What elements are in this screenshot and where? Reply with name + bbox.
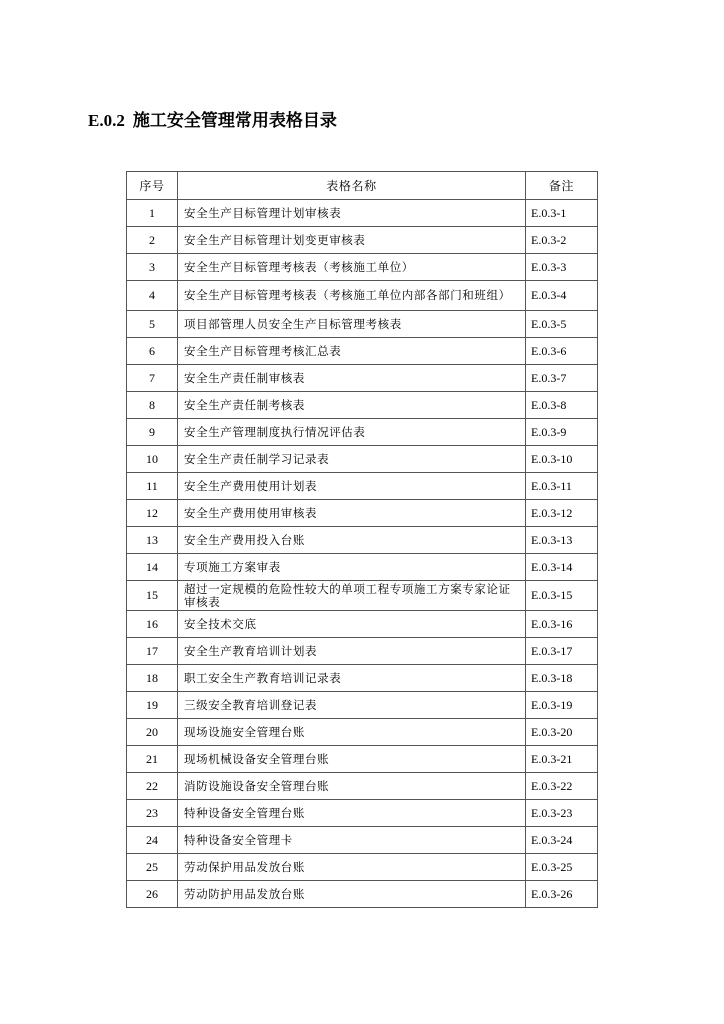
row-form-name: 安全生产目标管理考核表（考核施工单位） (178, 254, 526, 281)
row-number: 12 (127, 500, 178, 527)
row-form-name: 安全生产目标管理考核表（考核施工单位内部各部门和班组） (178, 281, 526, 311)
row-note: E.0.3-23 (526, 800, 598, 827)
table-body (127, 200, 598, 908)
row-number: 23 (127, 800, 178, 827)
row-form-name: 安全生产费用使用计划表 (178, 473, 526, 500)
row-number: 20 (127, 719, 178, 746)
row-number: 13 (127, 527, 178, 554)
table-row (127, 827, 598, 854)
row-number: 4 (127, 281, 178, 311)
row-number: 15 (127, 581, 178, 611)
row-form-name: 安全生产目标管理计划审核表 (178, 200, 526, 227)
row-note: E.0.3-11 (526, 473, 598, 500)
row-form-name: 职工安全生产教育培训记录表 (178, 665, 526, 692)
row-note: E.0.3-18 (526, 665, 598, 692)
row-note: E.0.3-15 (526, 581, 598, 611)
table-row (127, 227, 598, 254)
table-row (127, 854, 598, 881)
row-form-name: 安全生产目标管理计划变更审核表 (178, 227, 526, 254)
table-row (127, 581, 598, 611)
row-note: E.0.3-7 (526, 365, 598, 392)
table-row (127, 254, 598, 281)
row-form-name: 劳动防护用品发放台账 (178, 881, 526, 908)
row-form-name: 安全生产目标管理考核汇总表 (178, 338, 526, 365)
row-note: E.0.3-26 (526, 881, 598, 908)
row-note: E.0.3-16 (526, 611, 598, 638)
table-row (127, 446, 598, 473)
row-number: 6 (127, 338, 178, 365)
row-note: E.0.3-19 (526, 692, 598, 719)
table-row (127, 527, 598, 554)
row-note: E.0.3-10 (526, 446, 598, 473)
table-row (127, 800, 598, 827)
header-name: 表格名称 (178, 172, 526, 200)
row-note: E.0.3-17 (526, 638, 598, 665)
table-row (127, 311, 598, 338)
row-form-name: 特种设备安全管理卡 (178, 827, 526, 854)
row-form-name: 安全生产费用投入台账 (178, 527, 526, 554)
table-row (127, 200, 598, 227)
row-note: E.0.3-6 (526, 338, 598, 365)
table-row (127, 392, 598, 419)
table-row (127, 554, 598, 581)
row-note: E.0.3-1 (526, 200, 598, 227)
row-number: 10 (127, 446, 178, 473)
table-row (127, 419, 598, 446)
table-row (127, 692, 598, 719)
row-note: E.0.3-21 (526, 746, 598, 773)
form-catalog-table (126, 171, 598, 908)
table-row (127, 638, 598, 665)
row-number: 14 (127, 554, 178, 581)
row-form-name: 安全生产责任制审核表 (178, 365, 526, 392)
row-number: 22 (127, 773, 178, 800)
table-row (127, 773, 598, 800)
table-row (127, 746, 598, 773)
row-note: E.0.3-22 (526, 773, 598, 800)
row-form-name: 现场机械设备安全管理台账 (178, 746, 526, 773)
row-form-name: 安全技术交底 (178, 611, 526, 638)
table-row (127, 281, 598, 311)
header-note: 备注 (526, 172, 598, 200)
section-number: E.0.2 (88, 111, 125, 130)
row-number: 25 (127, 854, 178, 881)
row-number: 24 (127, 827, 178, 854)
row-note: E.0.3-5 (526, 311, 598, 338)
row-note: E.0.3-14 (526, 554, 598, 581)
row-note: E.0.3-24 (526, 827, 598, 854)
row-form-name: 安全生产费用使用审核表 (178, 500, 526, 527)
table-row (127, 881, 598, 908)
row-form-name: 专项施工方案审表 (178, 554, 526, 581)
table-row (127, 665, 598, 692)
section-title: 施工安全管理常用表格目录 (132, 111, 337, 131)
table-header-row (127, 172, 598, 200)
row-note: E.0.3-4 (526, 281, 598, 311)
row-number: 18 (127, 665, 178, 692)
row-note: E.0.3-8 (526, 392, 598, 419)
row-form-name: 现场设施安全管理台账 (178, 719, 526, 746)
row-number: 9 (127, 419, 178, 446)
row-form-name: 特种设备安全管理台账 (178, 800, 526, 827)
table-row (127, 611, 598, 638)
row-form-name: 三级安全教育培训登记表 (178, 692, 526, 719)
row-number: 21 (127, 746, 178, 773)
row-note: E.0.3-12 (526, 500, 598, 527)
row-note: E.0.3-25 (526, 854, 598, 881)
row-form-name: 安全生产教育培训计划表 (178, 638, 526, 665)
row-number: 1 (127, 200, 178, 227)
row-form-name: 消防设施设备安全管理台账 (178, 773, 526, 800)
row-number: 26 (127, 881, 178, 908)
header-number: 序号 (127, 172, 178, 200)
row-number: 5 (127, 311, 178, 338)
row-number: 17 (127, 638, 178, 665)
table-row (127, 719, 598, 746)
row-number: 7 (127, 365, 178, 392)
row-note: E.0.3-3 (526, 254, 598, 281)
page-title (88, 110, 337, 132)
table-row (127, 500, 598, 527)
row-number: 11 (127, 473, 178, 500)
row-form-name: 超过一定规模的危险性较大的单项工程专项施工方案专家论证审核表 (178, 581, 526, 611)
row-number: 16 (127, 611, 178, 638)
row-form-name: 安全生产责任制考核表 (178, 392, 526, 419)
row-note: E.0.3-20 (526, 719, 598, 746)
row-number: 2 (127, 227, 178, 254)
table-row (127, 365, 598, 392)
row-note: E.0.3-9 (526, 419, 598, 446)
row-number: 19 (127, 692, 178, 719)
row-form-name: 劳动保护用品发放台账 (178, 854, 526, 881)
table-row (127, 338, 598, 365)
row-form-name: 安全生产责任制学习记录表 (178, 446, 526, 473)
row-form-name: 项目部管理人员安全生产目标管理考核表 (178, 311, 526, 338)
row-form-name: 安全生产管理制度执行情况评估表 (178, 419, 526, 446)
row-number: 3 (127, 254, 178, 281)
row-note: E.0.3-2 (526, 227, 598, 254)
row-note: E.0.3-13 (526, 527, 598, 554)
table-row (127, 473, 598, 500)
row-number: 8 (127, 392, 178, 419)
